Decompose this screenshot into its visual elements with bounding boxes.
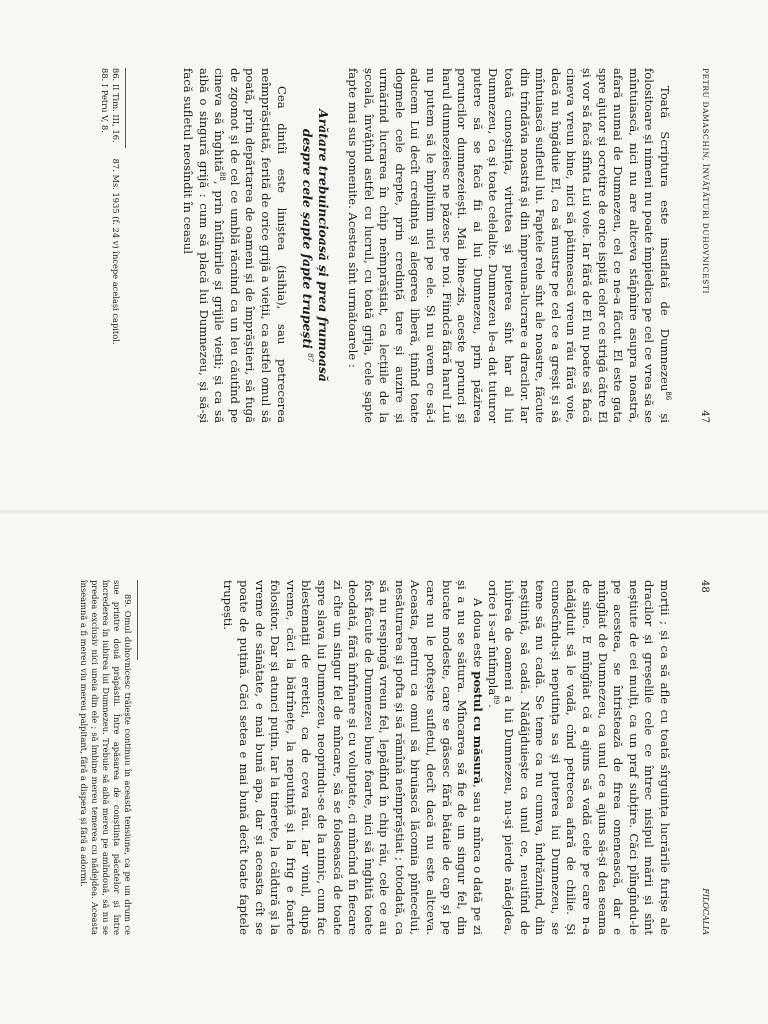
left-text-block [52, 68, 672, 423]
footnote-89: 89. Omul duhovnicesc trăiește continuu în această tensiune, ca pe un drum ce sue printre două prăpăstii. Între apăsarea de conștiința păcatelor și între încrederea în iubirea lui Dumnezeu. Trebuie să aibă mereu pe amîndouă, să nu se predea exclusiv nici uneia din ele ; să îmbine mereu temerea cu nădejdea. Aceasta înseamnă a fi mereu viu mereu palpitant, fără a dispera și fără a adormi. [79, 580, 133, 935]
footnote-ref-88: 88 [218, 171, 227, 181]
right-running-header [696, 580, 710, 935]
footnote-rule [125, 68, 126, 148]
left-p2-text-b: , prin întîlnirile și grijile vieții; și ca să aibă o singură grijă : cum să placă lui Dumnezeu, și să-și facă sufletul neosîndit în ceasul [180, 68, 227, 423]
left-p1-text-b: și folositoare și nimeni nu poate împiedica pe cel ce vrea să se mîntuiască, nici nu are altceva stăpînire asupra noastră, afară numai de Dumnezeu, cel ce ne-a făcut. El este gata spre ajutor și ocrotire de orice ispită celor ce strigă către El și vor să facă sfînta Lui voie. Iar fără de El nu poate să facă cineva vreun bine, nici să pătimească vreun rău fără voie, dacă nu îngăduie El, ca să mustre pe cel ce a greșit și să mîntuiască sufletul lui. Faptele rele sînt ale noastre, făcute din trîndăvia noastră și din împreuna-lucrare a dracilor. Iar toată cunoștința, virtutea și puterea sînt har al lui Dumnezeu, ca și toate celelalte. Dumnezeu le-a dat tuturor putere să se facă fii ai lui Dumnezeu, prin păzirea poruncilor dumnezeiești. Mai bine-zis, aceste porunci și harul dumnezeiesc ne păzesc pe noi. Fiindcă fără harul Lui nu putem să le împlinim nici pe ele. Și nu avem ce să-i aducem Lui decît credința și alegerea liberă, ținînd toate dogmele cele drepte, prin credință tare și auzire și urmărind lucrarea în chip neîmprăștiat, ca lecțiile de la școală, învățînd astfel cu lucrul, cu toată grija, cele șapte fapte mai sus pomenite. Acestea sînt următoarele : [346, 68, 672, 423]
right-paragraph-2 [220, 580, 485, 935]
right-p1-text: morții ; și ca să afle cu toată sîrguința lucrările furișe ale dracilor și greșelile cele ce întrec nisipul mării și sînt neștiute de cei mulți, ca un praf subțire. Căci plîngîndu-le pe acestea, se întristează de firea omenească, dar e mîngîiat de Dumnezeu, ca unul ce a ajuns să-și dea seama de sine. E mîngîiat că a ajuns să vadă cele pe care n-a nădăjduit să le vadă, cînd petrecea afară de chilie. Și cunoscîndu-și neputința sa și puterea lui Dumnezeu, se teme să nu cadă. Se teme ca nu cumva, îndrăznind, din neștiință, să cadă. Nădăjduiește ca unul ce, neuitînd de iubirea de oameni a lui Dumnezeu, nu-și pierde nădejdea, orice i s-ar întîmpla [486, 580, 672, 935]
left-paragraph-2 [179, 68, 288, 423]
left-paragraph-1 [345, 68, 672, 423]
right-paragraph-1 [485, 580, 672, 935]
footnote-rule-right [137, 580, 138, 660]
right-page [0, 512, 768, 1024]
right-p1-end: . [486, 704, 501, 708]
footnote-87: 87. Ms. 1935 (f. 24 v) începe același capitol. [111, 158, 121, 345]
footnote-row-1 [110, 68, 121, 423]
left-footnotes [99, 68, 134, 423]
section-title-line-1: Arătare trebuincioasă și prea frumoasă [315, 109, 331, 382]
footnote-ref-89: 89 [492, 695, 501, 705]
footnote-ref-87: 87 [305, 353, 314, 363]
right-page-number: 48 [699, 580, 710, 593]
section-title [299, 68, 331, 423]
section-title-line-2: despre cele șapte fapte trupești [299, 128, 315, 349]
right-p2-bold-term: postul cu măsură [470, 671, 485, 785]
left-p1-text-a: Toată Scriptura este insuflată de Dumnezeu [658, 86, 672, 392]
right-p2-text-b: , sau a mînca o dată pe zi și a nu se sătura. Mîncarea să fie de un singur fel, din bucate modeste, care se găsesc fără bătaie de cap și pe care nu le poftește sufletul, decît dacă nu este altceva. Aceasta, pentru ca omul să biruiască lăcomia pîntecelui, nesăturarea și pofta și să rămînă neîmprăștiat ; totodată, ca să nu respingă vreun fel, lepădînd în chip rău, cele ce au fost făcute de Dumnezeu bune foarte, nici să înghită toate deodată, fără înfrînare și cu voluptate, ci mîncînd în fiecare zi cîte un singur fel de mîncare, să se folosească de toate spre slava lui Dumnezeu, neoprindu-se de la nimic, cum fac blestemații de eretici, ca de ceva rău. Iar vinul, după vreme, căci la bătrînețe, la neputință și la frig e foarte folositor. Dar și atunci puțin. Iar la tinerețe, la căldură și la vreme de sănătate, e mai bună apa, dar și aceasta cît se poate de puțină. Căci setea e mai bună decît toate faptele trupești. [221, 580, 485, 935]
left-running-header [696, 68, 710, 423]
right-header-title: FILOCALIA [701, 888, 710, 935]
footnote-row-2 [99, 68, 110, 423]
footnote-ref-86: 86 [663, 391, 672, 401]
footnote-86: 86. II Tim. III, 16. [111, 68, 121, 143]
right-p2-text-a: A doua este [470, 598, 485, 672]
right-footnotes [78, 580, 146, 935]
left-page-number: 47 [699, 410, 710, 423]
left-p2-text-a: Cea dintîi este liniștea (isihia), sau petrecerea neîmprăștiată, ferită de orice grijă a vieții, ca astfel omul să poată, prin depărtarea de oameni și de împrăștieri, să fugă de zgomot și de cel ce umblă răcnind ca un leu căutînd pe cineva să înghită [212, 68, 289, 423]
footnote-88: 88. I Petru V, 8. [100, 68, 110, 133]
section-title-line-2-wrap [299, 68, 315, 423]
left-header-author: PETRU DAMASCHIN, ÎNVĂȚĂTURI DUHOVNICEȘTI [701, 68, 710, 295]
